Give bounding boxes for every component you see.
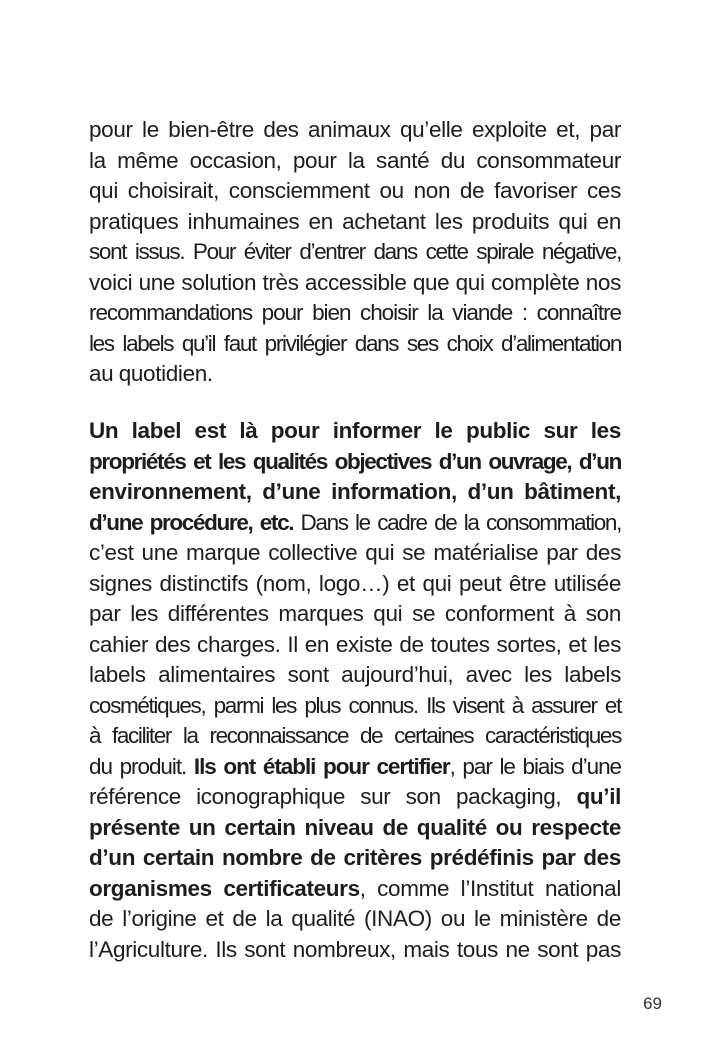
text-line: recommandations pour bien choisir la viande : connaître bbox=[89, 300, 621, 325]
text-line bbox=[89, 874, 621, 905]
text-span: du produit. bbox=[89, 753, 194, 779]
text-line: pour le bien-être des animaux qu’elle exploite et, par bbox=[89, 117, 621, 142]
text-line: c’est une marque collective qui se matérialise par des bbox=[89, 540, 621, 565]
text-line: voici une solution très accessible que qui complète nos bbox=[89, 269, 621, 295]
text-line: labels alimentaires sont aujourd’hui, avec les labels bbox=[89, 662, 621, 687]
text-line bbox=[89, 782, 621, 813]
text-line: Un label est là pour informer le public sur les bbox=[89, 418, 621, 443]
text-line: les labels qu’il faut privilégier dans ses choix d’alimentation bbox=[89, 330, 621, 356]
text-line: d’un certain nombre de critères prédéfinis par des bbox=[89, 845, 621, 870]
text-line: la même occasion, pour la santé du consommateur bbox=[89, 147, 621, 173]
text-line: environnement, d’une information, d’un bâtiment, bbox=[89, 479, 621, 504]
text-line: l’Agriculture. Ils sont nombreux, mais tous ne sont pas bbox=[89, 936, 621, 962]
text-line: par les différentes marques qui se conforment à son bbox=[89, 601, 621, 626]
bold-phrase: d’une procédure, etc. bbox=[89, 509, 294, 535]
text-line bbox=[89, 508, 621, 539]
paragraph-1 bbox=[89, 115, 621, 390]
text-line: qui choisirait, consciemment ou non de favoriser ces bbox=[89, 178, 621, 203]
text-line: sont issus. Pour éviter d’entrer dans cette spirale négative, bbox=[89, 239, 621, 264]
text-line: signes distinctifs (nom, logo…) et qui peut être utilisée bbox=[89, 570, 621, 596]
text-span: , comme l’Institut national bbox=[359, 875, 621, 901]
text-span: , par le biais d’une bbox=[449, 753, 621, 779]
text-span: Dans le cadre de la consommation, bbox=[293, 509, 621, 535]
text-line bbox=[89, 752, 621, 783]
text-span: référence iconographique sur son packaging, bbox=[89, 784, 577, 809]
page-number: 69 bbox=[643, 994, 662, 1013]
text-line: cosmétiques, parmi les plus connus. Ils visent à assurer et bbox=[89, 692, 621, 718]
text-line: pratiques inhumaines en achetant les produits qui en bbox=[89, 208, 621, 234]
text-line: présente un certain niveau de qualité ou respecte bbox=[89, 814, 621, 840]
paragraph-2 bbox=[89, 416, 621, 965]
text-line: de l’origine et de la qualité (INAO) ou le ministère de bbox=[89, 906, 621, 931]
text-line: à faciliter la reconnaissance de certaines caractéristiques bbox=[89, 723, 621, 748]
text-line: cahier des charges. Il en existe de toutes sortes, et les bbox=[89, 631, 621, 657]
bold-phrase: organismes certificateurs bbox=[89, 875, 360, 901]
bold-phrase: qu’il bbox=[576, 784, 621, 809]
bold-phrase: Ils ont établi pour certifier bbox=[193, 753, 450, 779]
text-line: propriétés et les qualités objectives d’un ouvrage, d’un bbox=[89, 448, 621, 474]
text-line: au quotidien. bbox=[89, 361, 213, 386]
